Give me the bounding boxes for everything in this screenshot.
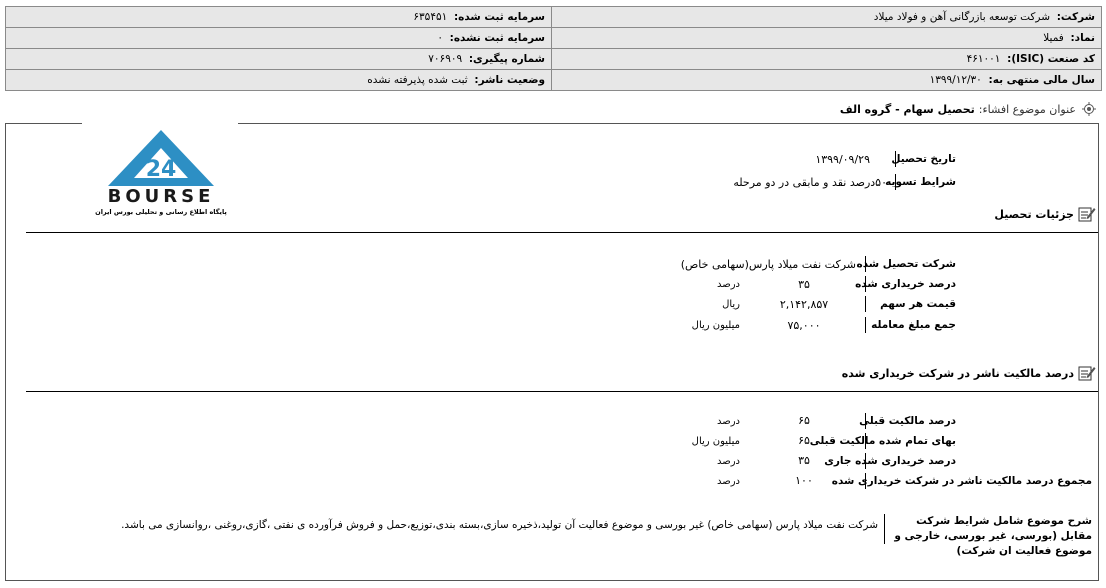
logo-triangle-icon	[102, 128, 220, 188]
date-value: ۱۳۹۹/۰۹/۲۹	[815, 153, 870, 166]
purchased-percent-unit: درصد	[716, 279, 740, 290]
company-value: شرکت توسعه بازرگانی آهن و فولاد میلاد	[873, 11, 1051, 23]
settlement-label: شرایط تسویه	[885, 176, 956, 188]
acquired-company-value: شرکت نفت میلاد پارس(سهامی خاص)	[680, 258, 856, 271]
logo-text: BOURSE	[107, 186, 215, 207]
section-divider	[26, 391, 1098, 392]
row-separator	[865, 256, 866, 272]
prior-ownership-label: درصد مالکیت قبلی	[859, 415, 956, 427]
panel-gap	[82, 121, 238, 127]
fiscal-cell	[552, 70, 1102, 91]
isic-label: کد صنعت (ISIC):	[1007, 53, 1095, 65]
fiscal-value: ۱۳۹۹/۱۲/۳۰	[929, 74, 982, 86]
symbol-cell	[552, 28, 1102, 49]
company-label: شرکت:	[1056, 11, 1095, 23]
purchased-percent-value: ۳۵	[798, 278, 810, 291]
publisher-status-value: ثبت شده پذیرفته نشده	[367, 74, 468, 86]
reg-capital-label: سرمایه ثبت شده:	[453, 11, 545, 23]
section-acquisition-details-title	[994, 205, 1096, 223]
prior-cost-label: بهای تمام شده مالکیت قبلی	[809, 435, 956, 447]
subject-line	[840, 100, 1096, 118]
total-amount-label: جمع مبلغ معامله	[871, 319, 956, 331]
target-icon	[1082, 102, 1096, 116]
logo-subtitle: پایگاه اطلاع رسانی و تحلیلی بورس ایران	[95, 208, 227, 216]
tracking-label: شماره پیگیری:	[468, 53, 545, 65]
purchased-percent-label: درصد خریداری شده	[855, 278, 956, 290]
isic-cell	[552, 49, 1102, 70]
symbol-value: فمیلا	[1043, 32, 1064, 44]
publisher-status-cell	[6, 70, 552, 91]
share-price-value: ۲,۱۴۲,۸۵۷	[779, 298, 829, 311]
section-divider	[26, 232, 1098, 233]
date-label: تاریخ تحصیل	[891, 153, 956, 165]
company-cell	[552, 7, 1102, 28]
row-separator	[865, 453, 866, 469]
edit-note-icon	[1078, 364, 1096, 382]
row-separator	[865, 296, 866, 312]
total-ownership-label: مجموع درصد مالکیت ناشر در شرکت خریداری شده	[831, 475, 1092, 487]
prior-ownership-value: ۶۵	[798, 414, 810, 427]
symbol-label: نماد:	[1070, 32, 1095, 44]
header-table	[5, 6, 1102, 91]
prior-cost-unit: میلیون ریال	[691, 436, 740, 447]
settlement-separator	[895, 174, 896, 190]
svg-text:24: 24	[145, 157, 177, 182]
total-ownership-unit: درصد	[716, 476, 740, 487]
row-separator	[865, 433, 866, 449]
subject-label: عنوان موضوع افشاء:	[978, 102, 1076, 116]
total-ownership-value: ۱۰۰	[795, 474, 813, 487]
isic-value: ۴۶۱۰۰۱	[966, 53, 1001, 65]
row-separator	[865, 473, 866, 489]
reg-capital-value: ۶۳۵۴۵۱	[413, 11, 448, 23]
share-price-label: قیمت هر سهم	[880, 298, 956, 310]
date-separator	[895, 151, 896, 167]
row-separator	[865, 317, 866, 333]
current-purchase-value: ۳۵	[798, 454, 810, 467]
unreg-capital-cell	[6, 28, 552, 49]
total-amount-unit: میلیون ریال	[691, 320, 740, 331]
tracking-value: ۷۰۶۹۰۹	[428, 53, 463, 65]
settlement-value: ۵۰درصد نقد و مابقی در دو مرحله	[733, 176, 887, 189]
unreg-capital-label: سرمایه ثبت نشده:	[449, 32, 545, 44]
acquired-company-label: شرکت تحصیل شده	[856, 258, 956, 270]
section-ownership-label: درصد مالکیت ناشر در شرکت خریداری شده	[841, 366, 1074, 380]
description-text: شرکت نفت میلاد پارس (سهامی خاص) غیر بورسی و موضوع فعالیت آن تولید،ذخیره سازی،بسته بندی،توزیع،حمل و فروش فرآورده ی نفتی ،گازی،روغنی ،روانسازی می باشد.	[121, 519, 878, 531]
subject-value: تحصیل سهام - گروه الف	[839, 102, 975, 116]
publisher-status-label: وضعیت ناشر:	[474, 74, 545, 86]
tracking-cell	[6, 49, 552, 70]
section-ownership-title	[842, 364, 1096, 382]
row-separator	[865, 413, 866, 429]
current-purchase-unit: درصد	[716, 456, 740, 467]
share-price-unit: ریال	[722, 299, 740, 310]
fiscal-label: سال مالی منتهی به:	[988, 74, 1095, 86]
section-acquisition-details-label: جزئیات تحصیل	[994, 207, 1074, 221]
prior-cost-value: ۶۵	[798, 434, 810, 447]
edit-note-icon	[1078, 205, 1096, 223]
description-label: شرح موضوع شامل شرایط شرکت مقابل (بورسی، غیر بورسی، خارجی و موضوع فعالیت ان شرکت)	[894, 515, 1092, 557]
row-separator	[865, 276, 866, 292]
reg-capital-cell	[6, 7, 552, 28]
bourse-logo	[88, 128, 234, 220]
unreg-capital-value: ۰	[437, 32, 443, 44]
prior-ownership-unit: درصد	[716, 416, 740, 427]
current-purchase-label: درصد خریداری شده جاری	[824, 455, 956, 467]
total-amount-value: ۷۵,۰۰۰	[787, 319, 821, 332]
description-separator	[884, 514, 885, 544]
